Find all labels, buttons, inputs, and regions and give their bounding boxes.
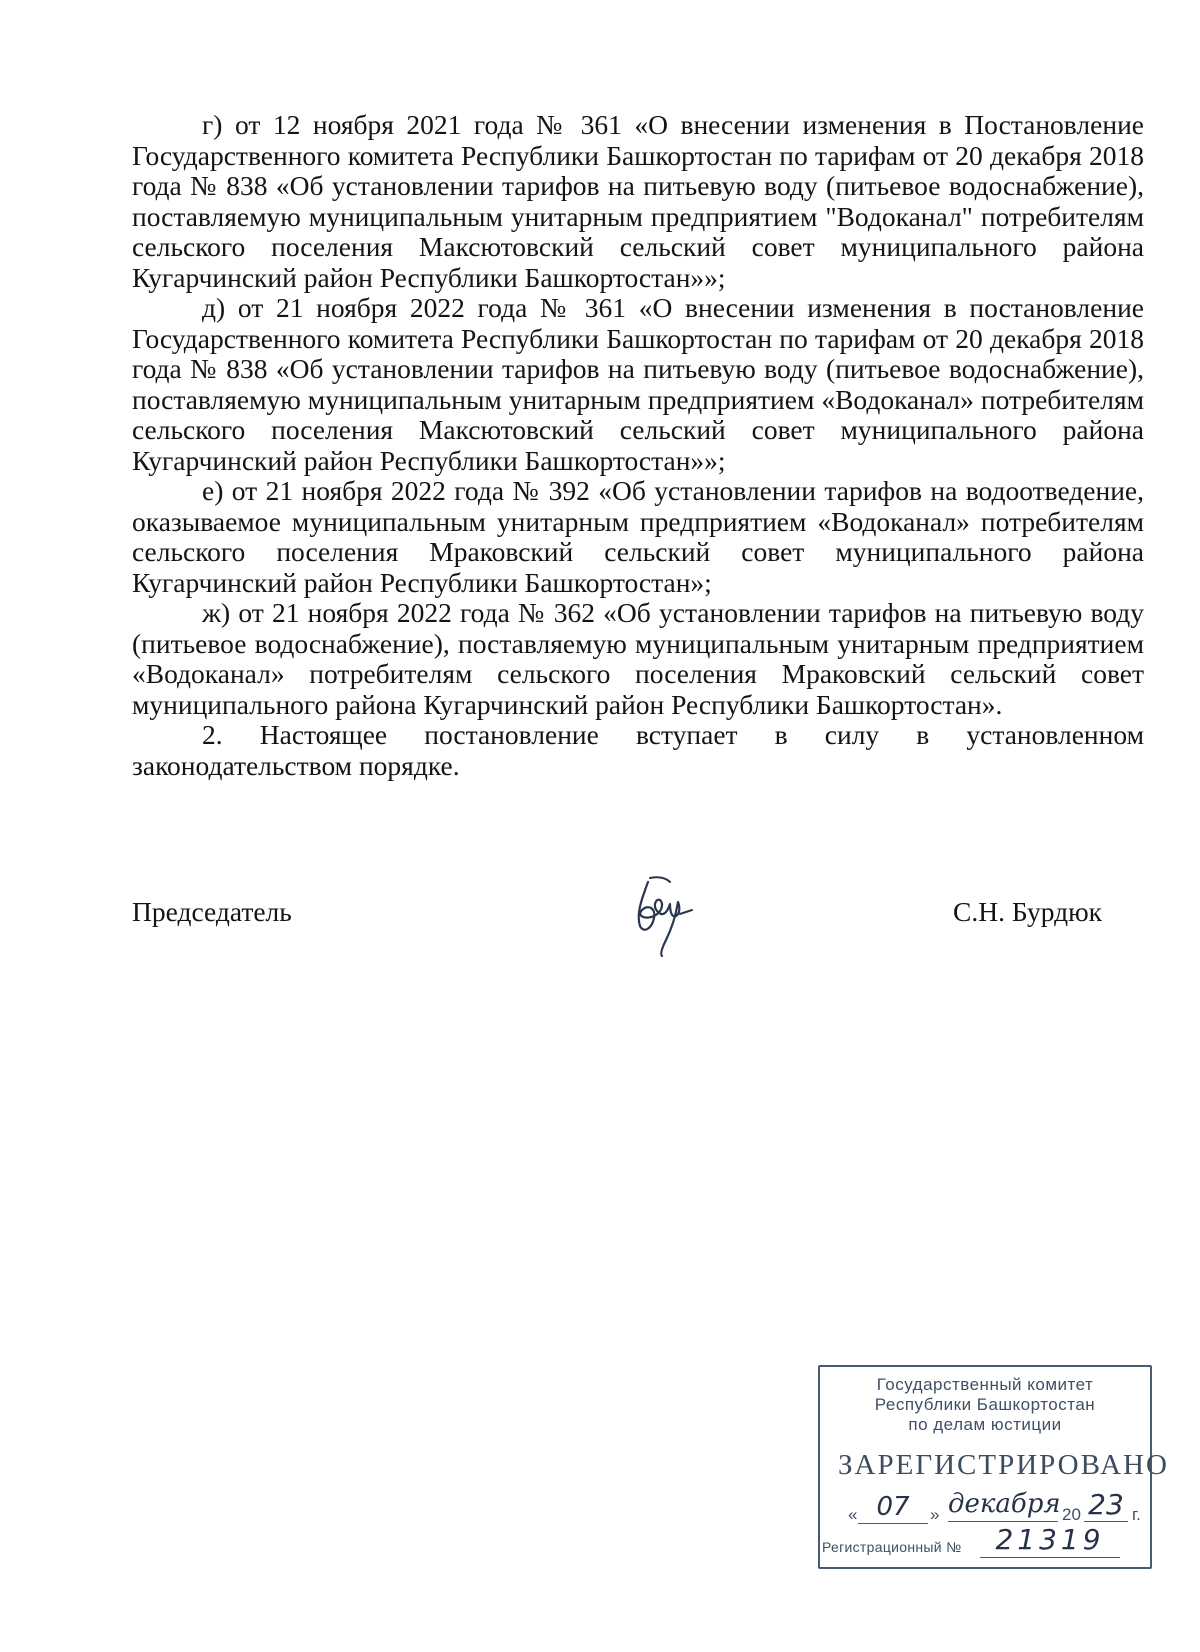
paragraph-2: 2. Настоящее постановление вступает в силу в установленном законодательством порядке. bbox=[132, 719, 1144, 781]
handwritten-signature-icon bbox=[618, 868, 704, 960]
document-body bbox=[132, 110, 1144, 781]
registration-stamp bbox=[818, 1365, 1169, 1569]
signature-row bbox=[132, 890, 1102, 930]
date-quote-close: » bbox=[930, 1505, 940, 1524]
stamp-registration-number bbox=[822, 1523, 1146, 1561]
paragraph-zh: ж) от 21 ноября 2022 года № 362 «Об установлении тарифов на питьевую воду (питьевое водоснабжение), поставляемую муниципальным унитарным предприятием «Водоканал» потребителям сельского поселения Мраковский сельский совет муниципального района Кугарчинский район Республики Башкортостан». bbox=[132, 597, 1144, 720]
date-year-suffix: г. bbox=[1132, 1505, 1141, 1524]
stamp-registered: ЗАРЕГИСТРИРОВАНО bbox=[838, 1449, 1169, 1481]
date-year: 23 bbox=[1084, 1489, 1128, 1522]
date-century: 20 bbox=[1062, 1505, 1081, 1524]
stamp-line-1: Государственный комитет bbox=[876, 1375, 1094, 1394]
reg-number-value: 21319 bbox=[980, 1523, 1120, 1558]
date-day: 07 bbox=[858, 1491, 928, 1524]
stamp-line-2: Республики Башкортостан bbox=[874, 1395, 1096, 1414]
signatory-title: Председатель bbox=[132, 896, 292, 927]
date-quote-open: « bbox=[848, 1505, 858, 1524]
stamp-line-3: по делам юстиции bbox=[908, 1415, 1062, 1434]
paragraph-d: д) от 21 ноября 2022 года № 361 «О внесении изменения в постановление Государственного комитета Республики Башкортостан по тарифам от 20 декабря 2018 года № 838 «Об установлении тарифов на питьевую воду (питьевое водоснабжение), поставляемую муниципальным унитарным предприятием «Водоканал» потребителям сельского поселения Максютовский сельский совет муниципального района Кугарчинский район Республики Башкортостан»»; bbox=[132, 292, 1144, 476]
paragraph-g: г) от 12 ноября 2021 года № 361 «О внесении изменения в Постановление Государственного комитета Республики Башкортостан по тарифам от 20 декабря 2018 года № 838 «Об установлении тарифов на питьевую воду (питьевое водоснабжение), поставляемую муниципальным унитарным предприятием "Водоканал" потребителям сельского поселения Максютовский сельский совет муниципального района Кугарчинский район Республики Башкортостан»»; bbox=[132, 109, 1144, 293]
reg-number-label: Регистрационный № bbox=[822, 1539, 962, 1555]
signatory-name: С.Н. Бурдюк bbox=[953, 896, 1102, 927]
paragraph-e: е) от 21 ноября 2022 года № 392 «Об установлении тарифов на водоотведение, оказываемое муниципальным унитарным предприятием «Водоканал» потребителям сельского поселения Мраковский сельский совет муниципального района Кугарчинский район Республики Башкортостан»; bbox=[132, 475, 1144, 598]
date-month: декабря bbox=[948, 1487, 1058, 1522]
